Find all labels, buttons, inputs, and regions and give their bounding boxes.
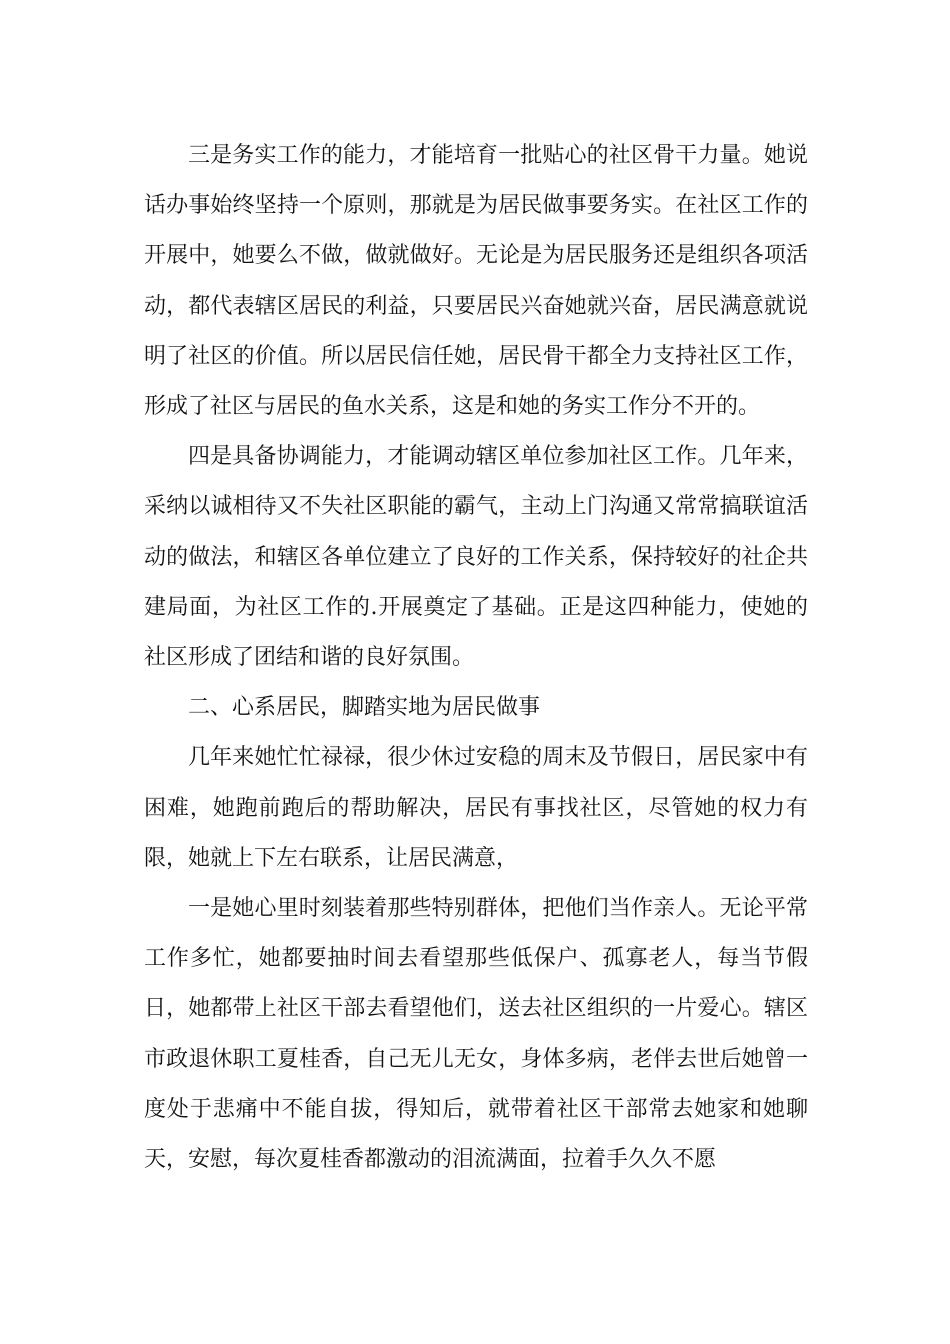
section-heading-two: 二、心系居民，脚踏实地为居民做事 xyxy=(188,695,541,721)
paragraph-capability-four: 四是具备协调能力，才能调动辖区单位参加社区工作。几年来，采纳以诚相待又不失社区职能的霸气，主动上门沟通又常常搞联谊活动的做法，和辖区各单位建立了良好的工作关系，保持较好的社企共建局面，为社区工作的.开展奠定了基础。正是这四种能力，使她的社区形成了团结和谐的良好氛围。 xyxy=(144,444,808,671)
paragraph-special-groups: 一是她心里时刻装着那些特别群体，把他们当作亲人。无论平常工作多忙，她都要抽时间去看望那些低保户、孤寡老人，每当节假日，她都带上社区干部去看望他们，送去社区组织的一片爱心。辖区市政退休职工夏桂香，自己无儿无女，身体多病，老伴去世后她曾一度处于悲痛中不能自拔，得知后，就带着社区干部常去她家和她聊天，安慰，每次夏桂香都激动的泪流满面，拉着手久久不愿 xyxy=(144,896,808,1173)
paragraph-busy-years: 几年来她忙忙禄禄，很少休过安稳的周末及节假日，居民家中有困难，她跑前跑后的帮助解决，居民有事找社区，尽管她的权力有限，她就上下左右联系，让居民满意， xyxy=(144,745,808,871)
document-body xyxy=(144,131,808,1185)
paragraph-capability-three: 三是务实工作的能力，才能培育一批贴心的社区骨干力量。她说话办事始终坚持一个原则，那就是为居民做事要务实。在社区工作的开展中，她要么不做，做就做好。无论是为居民服务还是组织各项活动，都代表辖区居民的利益，只要居民兴奋她就兴奋，居民满意就说明了社区的价值。所以居民信任她，居民骨干都全力支持社区工作，形成了社区与居民的鱼水关系，这是和她的务实工作分不开的。 xyxy=(144,143,808,420)
